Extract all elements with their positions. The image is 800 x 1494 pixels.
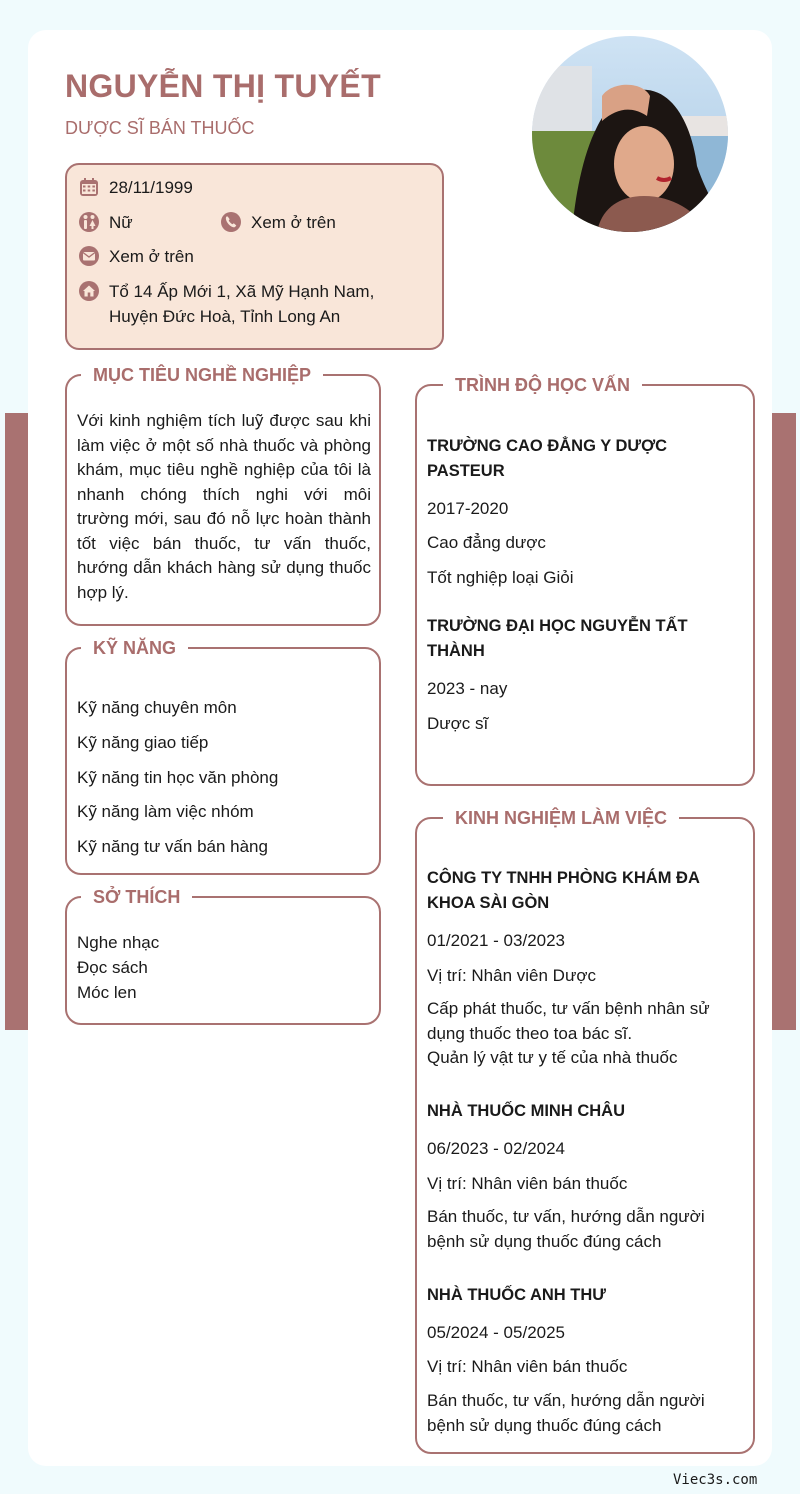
phone-row — [220, 210, 336, 235]
company-name-line: NHÀ THUỐC ANH THƯ — [427, 1286, 606, 1304]
education-section — [415, 375, 755, 786]
school-name-line: PASTEUR — [427, 462, 505, 480]
job-period: 01/2021 - 03/2023 — [427, 931, 566, 950]
phone-value: Xem ở trên — [251, 213, 336, 232]
school-name-line: TRƯỜNG ĐẠI HỌC NGUYỄN TẤT — [427, 617, 688, 635]
birthdate-value: 28/11/1999 — [109, 178, 193, 197]
school-name-line: THÀNH — [427, 642, 485, 660]
job-description-line: Cấp phát thuốc, tư vấn bệnh nhân sử — [427, 999, 710, 1018]
skills-section — [65, 638, 381, 875]
candidate-name: NGUYỄN THỊ TUYẾT — [65, 68, 381, 104]
objective-line: làm việc ở một số nhà thuốc và phòng — [77, 435, 371, 455]
education-note: Tốt nghiệp loại Giỏi — [427, 568, 574, 587]
gender-value: Nữ — [109, 213, 133, 232]
hobbies-heading: SỞ THÍCH — [81, 886, 192, 908]
job-description — [427, 1205, 705, 1254]
email-icon — [78, 245, 100, 267]
job-position: Vị trí: Nhân viên Dược — [427, 966, 596, 985]
school-name-line: TRƯỜNG CAO ĐẲNG Y DƯỢC — [427, 437, 668, 455]
email-value: Xem ở trên — [109, 247, 194, 266]
job-description-line: bệnh sử dụng thuốc đúng cách — [427, 1231, 662, 1251]
job-description — [427, 1389, 705, 1438]
company-name — [427, 1099, 625, 1124]
objective-heading: MỤC TIÊU NGHỀ NGHIỆP — [81, 364, 323, 386]
education-degree: Cao đẳng dược — [427, 533, 546, 552]
education-degree: Dược sĩ — [427, 714, 489, 733]
job-position: Vị trí: Nhân viên bán thuốc — [427, 1174, 628, 1193]
gender-row — [78, 210, 133, 235]
skill-item: Kỹ năng giao tiếp — [77, 733, 209, 752]
job-description-line: Bán thuốc, tư vấn, hướng dẫn người — [427, 1391, 705, 1410]
home-icon — [78, 280, 100, 302]
job-title: DƯỢC SĨ BÁN THUỐC — [65, 118, 255, 138]
birthdate-row — [78, 175, 193, 200]
hobby-item: Đọc sách — [77, 958, 148, 977]
skill-item: Kỹ năng tin học văn phòng — [77, 768, 279, 787]
school-name — [427, 434, 667, 484]
experience-section — [415, 808, 755, 1454]
skill-item: Kỹ năng tư vấn bán hàng — [77, 837, 268, 856]
job-period: 05/2024 - 05/2025 — [427, 1323, 566, 1342]
skill-item: Kỹ năng chuyên môn — [77, 698, 237, 717]
objective-section — [65, 365, 381, 626]
job-description-line: Bán thuốc, tư vấn, hướng dẫn người — [427, 1207, 705, 1226]
watermark: Viec3s.com — [673, 1472, 758, 1488]
company-name — [427, 1283, 606, 1308]
phone-icon — [220, 211, 242, 233]
hobby-item: Móc len — [77, 983, 137, 1002]
hobby-item: Nghe nhạc — [77, 933, 160, 952]
education-period: 2023 - nay — [427, 679, 508, 698]
objective-line: Với kinh nghiệm tích luỹ được sau khi — [77, 411, 371, 430]
skills-heading: KỸ NĂNG — [81, 637, 188, 659]
job-description-line: Quản lý vật tư y tế của nhà thuốc — [427, 1048, 678, 1067]
right-decor-band — [772, 413, 796, 1030]
company-name-line: CÔNG TY TNHH PHÒNG KHÁM ĐA — [427, 869, 700, 887]
address-line-2: Huyện Đức Hoà, Tỉnh Long An — [109, 307, 341, 326]
profile-photo — [532, 36, 728, 232]
job-description-line: bệnh sử dụng thuốc đúng cách — [427, 1415, 662, 1435]
job-position: Vị trí: Nhân viên bán thuốc — [427, 1357, 628, 1376]
email-row — [78, 244, 194, 269]
address-row — [78, 279, 374, 329]
school-name — [427, 614, 688, 664]
gender-icon — [78, 211, 100, 233]
education-heading: TRÌNH ĐỘ HỌC VẤN — [443, 374, 642, 396]
job-period: 06/2023 - 02/2024 — [427, 1139, 566, 1158]
hobbies-section — [65, 887, 381, 1025]
objective-text — [77, 409, 371, 605]
calendar-icon — [78, 176, 100, 198]
objective-line: trường mới, sau đó nỗ lực hoàn thành — [77, 509, 371, 528]
company-name-line: NHÀ THUỐC MINH CHÂU — [427, 1102, 625, 1120]
job-description — [427, 997, 710, 1071]
education-period: 2017-2020 — [427, 499, 509, 518]
address-line-1: Tổ 14 Ấp Mới 1, Xã Mỹ Hạnh Nam, — [109, 282, 375, 301]
objective-line: hướng dẫn khách hàng sử dụng thuốc — [77, 558, 371, 577]
objective-line: khám, mục tiêu nghề nghiệp của tôi là — [77, 460, 371, 479]
company-name — [427, 866, 700, 916]
job-description-line: dụng thuốc theo toa bác sĩ. — [427, 1023, 633, 1043]
personal-info-box — [65, 163, 444, 350]
objective-line: tốt việc bán thuốc, tư vấn thuốc, — [77, 533, 371, 553]
address-value — [109, 279, 374, 329]
objective-line: hợp lý. — [77, 582, 129, 602]
skill-item: Kỹ năng làm việc nhóm — [77, 802, 254, 821]
experience-heading: KINH NGHIỆM LÀM VIỆC — [443, 807, 679, 829]
company-name-line: KHOA SÀI GÒN — [427, 894, 550, 912]
left-decor-band — [5, 413, 29, 1030]
objective-line: nhanh chóng thích nghi với môi — [77, 484, 371, 504]
